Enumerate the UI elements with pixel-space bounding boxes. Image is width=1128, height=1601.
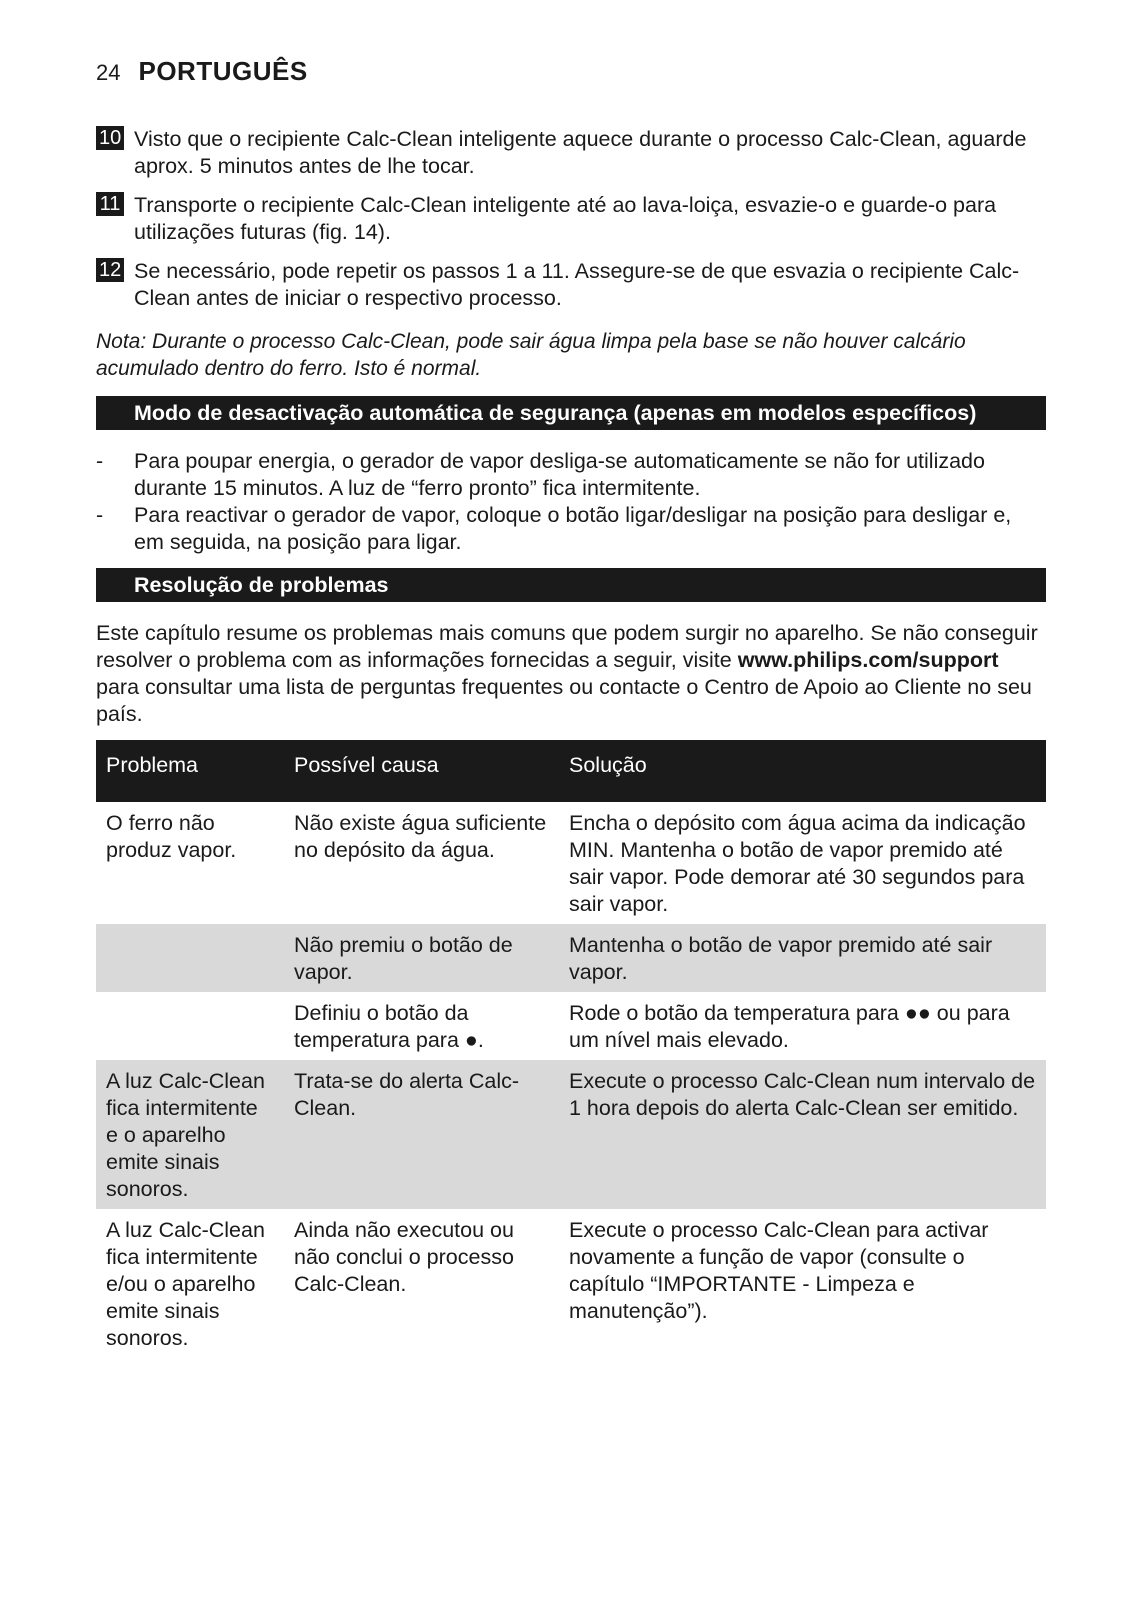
support-link[interactable]: www.philips.com/support <box>737 648 999 672</box>
page-number: 24 <box>96 60 121 85</box>
step-number-badge: 11 <box>96 192 124 216</box>
header-problem: Problema <box>96 740 284 802</box>
steps-list <box>96 126 1046 324</box>
cell-cause: Não premiu o botão de vapor. <box>284 924 559 992</box>
table-row <box>96 992 1046 1060</box>
dash-marker: - <box>96 449 104 473</box>
step-number-badge: 10 <box>96 126 124 150</box>
bullet-text: Para poupar energia, o gerador de vapor desliga-se automaticamente se não for utilizado durante 15 minutos. A luz de “ferro pronto” fica intermitente. <box>134 449 985 500</box>
note-text: Nota: Durante o processo Calc-Clean, pode sair água limpa pela base se não houver calcário acumulado dentro do ferro. Isto é normal. <box>96 330 966 380</box>
cell-solution: Execute o processo Calc-Clean num intervalo de 1 hora depois do alerta Calc-Clean ser emitido. <box>559 1060 1046 1209</box>
step-text: Se necessário, pode repetir os passos 1 a 11. Assegure-se de que esvazia o recipiente Calc-Clean antes de iniciar o respectivo processo. <box>134 259 1020 310</box>
troubleshooting-intro <box>96 620 1046 728</box>
cell-problem <box>96 924 284 992</box>
cell-solution: Rode o botão da temperatura para ●● ou para um nível mais elevado. <box>569 1001 1010 1052</box>
cell-problem: A luz Calc-Clean fica intermitente e o aparelho emite sinais sonoros. <box>96 1060 284 1209</box>
bullet-text: Para reactivar o gerador de vapor, coloque o botão ligar/desligar na posição para desligar e, em seguida, na posição para ligar. <box>134 503 1012 554</box>
table-row <box>96 1209 1046 1358</box>
cell-problem: A luz Calc-Clean fica intermitente e/ou o aparelho emite sinais sonoros. <box>106 1218 265 1350</box>
dash-marker: - <box>96 503 104 527</box>
step-item <box>96 126 1046 180</box>
cell-problem: O ferro não produz vapor. <box>106 811 237 862</box>
bullet-list <box>96 448 1046 556</box>
cell-solution: Encha o depósito com água acima da indicação MIN. Mantenha o botão de vapor premido até sair vapor. Pode demorar até 30 segundos para sair vapor. <box>569 811 1026 916</box>
troubleshooting-table <box>96 740 1046 1358</box>
intro-text-before: Este capítulo resume os problemas mais comuns que podem surgir no aparelho. Se não conseguir resolver o problema com as informações fornecidas a seguir, visite <box>96 621 1038 672</box>
bullet-item <box>96 448 1046 502</box>
table-row <box>96 924 1046 992</box>
step-item <box>96 258 1046 312</box>
header-cause: Possível causa <box>284 740 559 802</box>
language-title: PORTUGUÊS <box>138 56 308 86</box>
bullet-item <box>96 502 1046 556</box>
step-text: Transporte o recipiente Calc-Clean inteligente até ao lava-loiça, esvazie-o e guarde-o para utilizações futuras (fig. 14). <box>134 193 997 244</box>
cell-solution: Execute o processo Calc-Clean para activar novamente a função de vapor (consulte o capítulo “IMPORTANTE - Limpeza e manutenção”). <box>569 1218 989 1323</box>
cell-cause: Não existe água suficiente no depósito da água. <box>294 811 547 862</box>
cell-problem <box>96 992 284 1060</box>
table-header-row <box>96 740 1046 802</box>
header-solution: Solução <box>559 740 1046 802</box>
cell-cause: Trata-se do alerta Calc-Clean. <box>284 1060 559 1209</box>
cell-cause: Ainda não executou ou não conclui o processo Calc-Clean. <box>294 1218 514 1296</box>
step-number-badge: 12 <box>96 258 124 282</box>
step-item <box>96 192 1046 246</box>
cell-cause: Definiu o botão da temperatura para ●. <box>294 1001 484 1052</box>
section-heading-auto-off: Modo de desactivação automática de segurança (apenas em modelos específicos) <box>96 396 1046 430</box>
page-header <box>96 56 308 87</box>
cell-solution: Mantenha o botão de vapor premido até sair vapor. <box>559 924 1046 992</box>
table-row <box>96 1060 1046 1209</box>
intro-text-after: para consultar uma lista de perguntas frequentes ou contacte o Centro de Apoio ao Cliente no seu país. <box>96 675 1032 726</box>
step-text: Visto que o recipiente Calc-Clean inteligente aquece durante o processo Calc-Clean, aguarde aprox. 5 minutos antes de lhe tocar. <box>134 127 1027 178</box>
table-row <box>96 802 1046 924</box>
section-heading-troubleshooting: Resolução de problemas <box>96 568 1046 602</box>
